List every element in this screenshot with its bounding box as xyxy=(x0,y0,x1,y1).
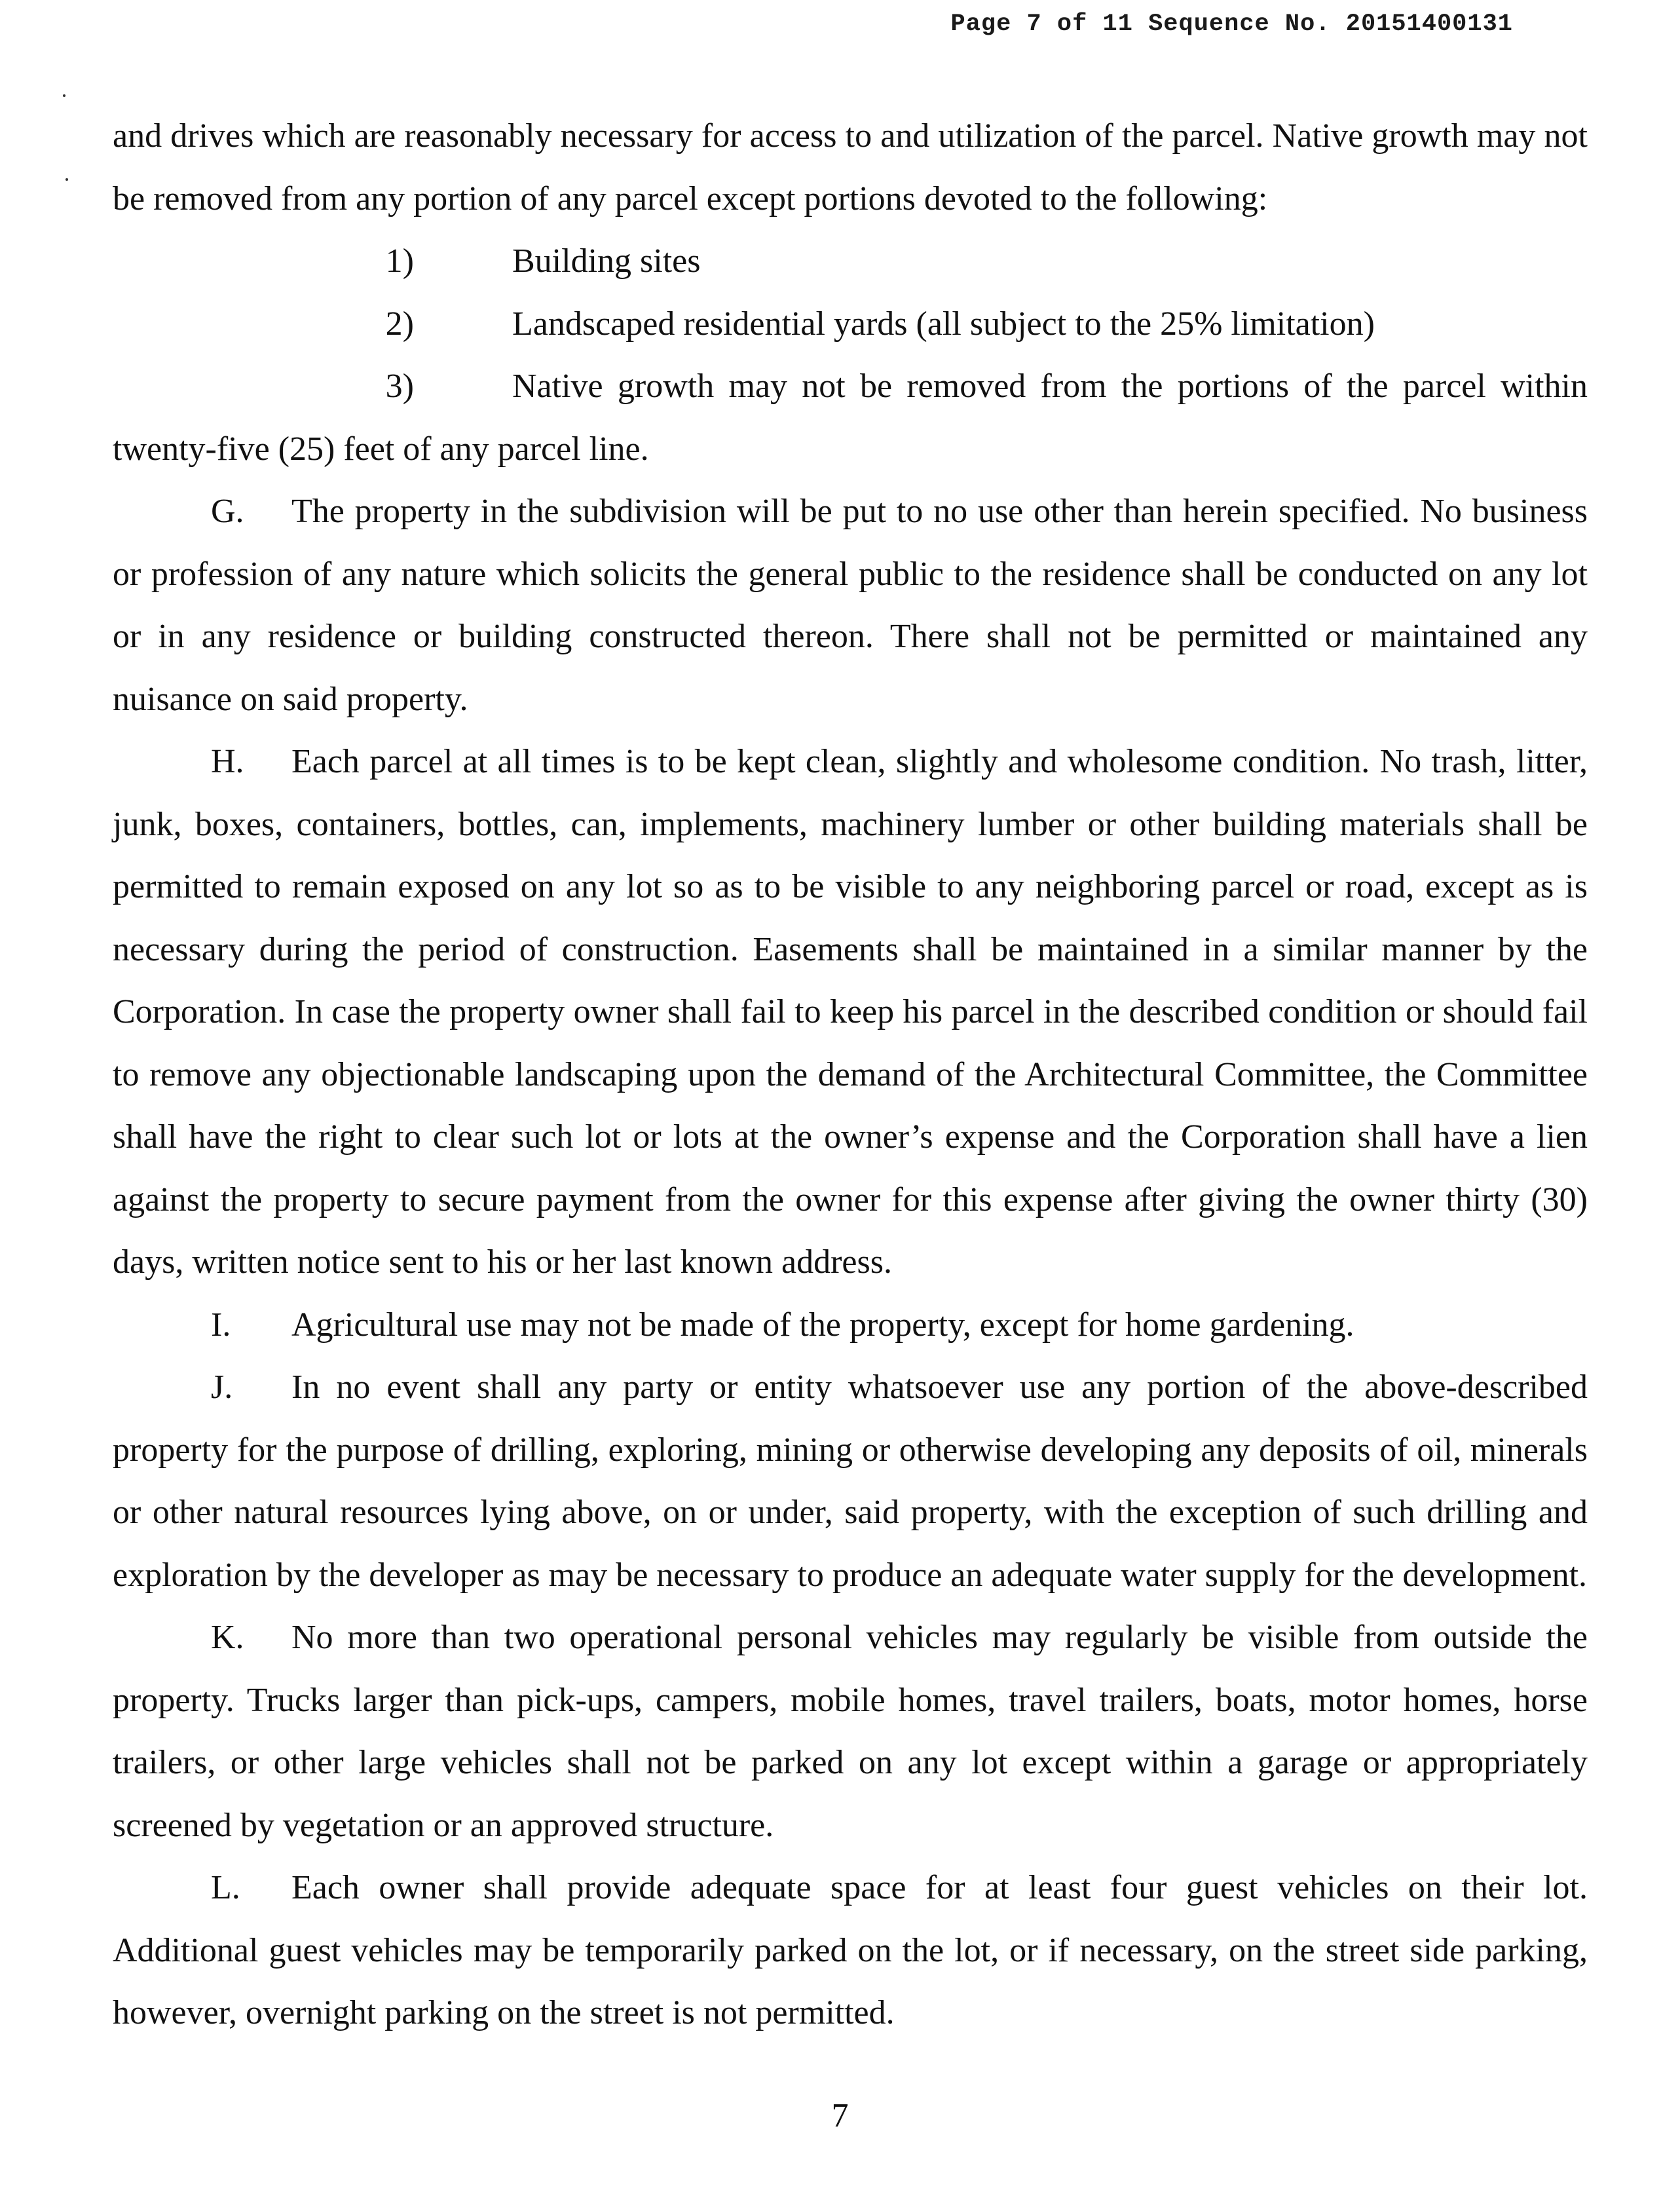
paragraph-h xyxy=(113,730,1588,1294)
paragraph-label: J. xyxy=(211,1368,233,1406)
paragraph-text: In no event shall any party or entity whatsoever use any portion of the above-described property for the purpose of drilling, exploring, mining or otherwise developing any deposits of oil, minerals or other natural resources lying above, on or under, said property, with the exception of such drilling and exploration by the developer as may be necessary to produce an adequate water supply for the development. xyxy=(113,1368,1588,1594)
intro-paragraph: and drives which are reasonably necessary for access to and utilization of the parcel. Native growth may not be removed from any portion of any parcel except portions devoted to the following: xyxy=(113,117,1588,217)
paragraph-label: L. xyxy=(211,1869,240,1906)
list-text: Building sites xyxy=(512,242,701,280)
scan-speck xyxy=(65,178,68,181)
paragraph-g xyxy=(113,480,1588,730)
paragraph-k xyxy=(113,1606,1588,1857)
paragraph-label: K. xyxy=(211,1619,244,1656)
list-item xyxy=(113,355,1588,480)
page-header: Page 7 of 11 Sequence No. 20151400131 xyxy=(950,10,1513,38)
paragraph-label: H. xyxy=(211,743,244,780)
paragraph-text: The property in the subdivision will be put to no use other than herein specified. No business or profession of any nature which solicits the general public to the residence shall be conducted on any lot or in any residence or building constructed thereon. There shall not be permitted or maintained any nuisance on said property. xyxy=(113,493,1588,718)
paragraph-i xyxy=(113,1294,1588,1357)
list-item xyxy=(113,230,1588,293)
paragraph-text: Agricultural use may not be made of the property, except for home gardening. xyxy=(291,1306,1354,1344)
paragraph-l xyxy=(113,1857,1588,2045)
page-number: 7 xyxy=(831,2097,849,2134)
paragraph-text: No more than two operational personal vehicles may regularly be visible from outside the property. Trucks larger than pick-ups, campers, mobile homes, travel trailers, boats, motor homes, horse trailers, or other large vehicles shall not be parked on any lot except within a garage or appropriately screened by vegetation or an approved structure. xyxy=(113,1619,1588,1844)
list-item xyxy=(113,293,1588,356)
list-number: 2) xyxy=(385,305,414,343)
list-number: 3) xyxy=(385,368,414,405)
document-body xyxy=(113,105,1588,2045)
paragraph-label: I. xyxy=(211,1306,231,1344)
paragraph-label: G. xyxy=(211,493,244,530)
paragraph-j xyxy=(113,1356,1588,1606)
list-text: Native growth may not be removed from the portions of the parcel within twenty-five (25) feet of any parcel line. xyxy=(113,368,1588,468)
list-text: Landscaped residential yards (all subject to the 25% limitation) xyxy=(512,305,1375,343)
scan-speck xyxy=(63,94,65,97)
list-number: 1) xyxy=(385,242,414,280)
paragraph-text: Each owner shall provide adequate space for at least four guest vehicles on their lot. Additional guest vehicles may be temporarily parked on the lot, or if necessary, on the street side parking, however, overnight parking on the street is not permitted. xyxy=(113,1869,1588,2031)
paragraph-text: Each parcel at all times is to be kept clean, slightly and wholesome condition. No trash, litter, junk, boxes, containers, bottles, can, implements, machinery lumber or other building materials shall be permitted to remain exposed on any lot so as to be visible to any neighboring parcel or road, except as is necessary during the period of construction. Easements shall be maintained in a similar manner by the Corporation. In case the property owner shall fail to keep his parcel in the described condition or should fail to remove any objectionable landscaping upon the demand of the Architectural Committee, the Committee shall have the right to clear such lot or lots at the owner’s expense and the Corporation shall have a lien against the property to secure payment from the owner for this expense after giving the owner thirty (30) days, written notice sent to his or her last known address. xyxy=(113,743,1588,1281)
